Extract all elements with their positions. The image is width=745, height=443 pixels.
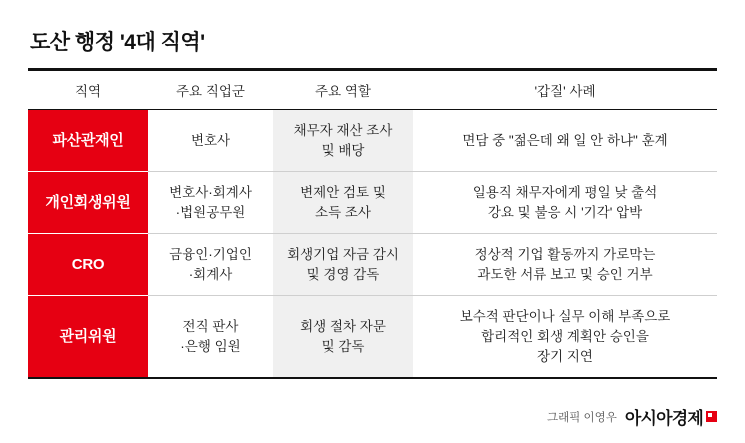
cell-line: ·법원공무원 — [175, 204, 246, 220]
cell-line: 과도한 서류 보고 및 승인 거부 — [477, 266, 653, 282]
table-row — [28, 172, 717, 234]
square-mark-icon — [706, 411, 717, 422]
column-header-cases: '갑질' 사례 — [413, 71, 717, 110]
cell-roles — [273, 110, 413, 172]
cell-line: 강요 및 불응 시 '기각' 압박 — [487, 204, 643, 220]
cell-category: CRO — [28, 234, 148, 296]
cell-line: 장기 지연 — [537, 348, 593, 364]
cell-roles — [273, 172, 413, 234]
cell-roles — [273, 234, 413, 296]
cell-category: 파산관재인 — [28, 110, 148, 172]
column-header-jobs: 주요 직업군 — [148, 71, 273, 110]
table-row — [28, 296, 717, 378]
brand-logo — [625, 404, 717, 429]
cell-jobs — [148, 110, 273, 172]
cell-jobs — [148, 172, 273, 234]
cell-line: 및 감독 — [321, 338, 365, 354]
column-header-roles: 주요 역할 — [273, 71, 413, 110]
cell-cases — [413, 234, 717, 296]
cell-category: 관리위원 — [28, 296, 148, 378]
cell-line: 변호사·회계사 — [169, 185, 252, 201]
cell-jobs — [148, 234, 273, 296]
cell-roles — [273, 296, 413, 378]
cell-line: 및 경영 감독 — [306, 266, 380, 282]
page-title: 도산 행정 '4대 직역' — [30, 31, 205, 54]
cell-jobs — [148, 296, 273, 378]
cell-line: 회생 절차 자문 — [300, 319, 386, 335]
footer — [547, 404, 717, 429]
cell-line: 일용직 채무자에게 평일 낮 출석 — [472, 185, 658, 201]
cell-line: 채무자 재산 조사 — [293, 123, 393, 138]
cell-cases — [413, 296, 717, 378]
cell-line: 합리적인 회생 계획안 승인을 — [481, 328, 649, 344]
cell-line: 회생기업 자금 감시 — [287, 247, 399, 263]
cell-line: 보수적 판단이나 실무 이해 부족으로 — [459, 309, 671, 325]
table-header-row — [28, 71, 717, 110]
cell-line: 금융인·기업인 — [169, 247, 252, 263]
cell-line: 소득 조사 — [315, 204, 371, 220]
table-row — [28, 110, 717, 172]
table-row — [28, 234, 717, 296]
brand-name: 아시아경제 — [624, 409, 703, 428]
data-table — [28, 71, 717, 379]
cell-category: 개인회생위원 — [28, 172, 148, 234]
cell-line: 전직 판사 — [182, 319, 239, 335]
cell-line: 면담 중 "젊은데 왜 일 안 하냐" 훈계 — [462, 132, 668, 148]
cell-line: 정상적 기업 활동까지 가로막는 — [474, 247, 656, 263]
cell-cases — [413, 110, 717, 172]
cell-line: 변호사 — [190, 132, 231, 148]
cell-line: 및 배당 — [321, 142, 365, 158]
cell-line: ·회계사 — [188, 266, 233, 282]
graphic-credit: 그래픽 이영우 — [547, 411, 617, 424]
cell-line: 변제안 검토 및 — [300, 185, 386, 201]
cell-cases — [413, 172, 717, 234]
cell-line: ·은행 임원 — [180, 338, 241, 354]
column-header-category: 직역 — [28, 71, 148, 110]
